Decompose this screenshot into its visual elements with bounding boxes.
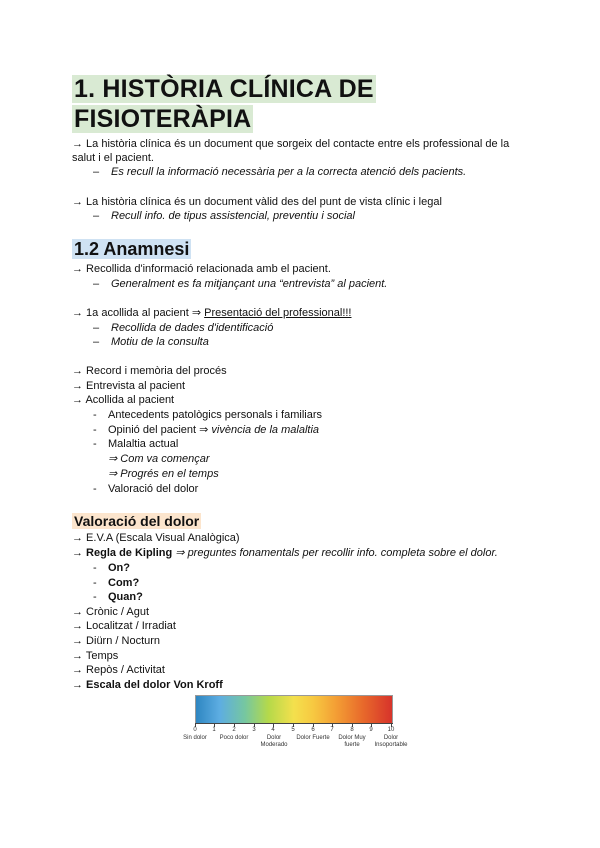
scale-label-dolor-insoportable: Dolor Insoportable: [374, 735, 408, 748]
scale-number-4: 4: [271, 727, 275, 733]
page-title-line2: [72, 104, 253, 135]
anamnesi-sub4: Valoració del dolor: [108, 483, 199, 495]
anamnesi-sub3: Malaltia actual: [108, 438, 179, 450]
anamnesi-p1-sub: Generalment es fa mitjançant una “entrevista” al pacient.: [111, 278, 388, 290]
anamnesi-sub2-dash: -: [93, 424, 97, 436]
anamnesi-list2: → Entrevista al pacient: [72, 380, 186, 392]
anamnesi-sub3-dash: -: [93, 438, 97, 450]
anamnesi-p1: → Recollida d'informació relacionada amb el pacient.: [72, 263, 331, 275]
anamnesi-p2-dash1: –: [93, 322, 100, 334]
anamnesi-sub1: Antecedents patològics personals i familiars: [108, 409, 323, 421]
section-heading-anamnesi: [72, 238, 191, 261]
scale-label-dolor-muy-fuerte: Dolor Muy fuerte: [338, 735, 366, 748]
page-title-line1: [72, 74, 376, 105]
valoracio-kipling-rest: ⇒ preguntes fonamentals per recollir info. completa sobre el dolor.: [172, 547, 498, 559]
anamnesi-p2-sub2: Motiu de la consulta: [111, 336, 209, 348]
anamnesi-sub3-a: ⇒ Com va començar: [108, 453, 210, 465]
anamnesi-p2-prefix: → 1a acollida al pacient ⇒: [72, 307, 205, 319]
valoracio-vonkroff: → Escala del dolor Von Kroff: [72, 679, 223, 691]
valoracio-heading-text: Valoració del dolor: [74, 513, 200, 529]
valoracio-i1: → Crònic / Agut: [72, 606, 150, 618]
scale-number-7: 7: [330, 727, 334, 733]
intro-p2-dash: –: [93, 210, 100, 222]
valoracio-q1: On?: [108, 562, 130, 574]
anamnesi-p2: [72, 306, 352, 321]
valoracio-q1-dash: -: [93, 562, 97, 574]
intro-p1-sub: Es recull la informació necessària per a la correcta atenció dels pacients.: [111, 166, 467, 178]
anamnesi-list1: → Record i memòria del procés: [72, 365, 227, 377]
intro-p1-line2: salut i el pacient.: [72, 152, 154, 164]
scale-number-1: 1: [212, 727, 216, 733]
title-highlight-1: 1. HISTÒRIA CLÍNICA DE: [74, 75, 374, 103]
intro-p2-sub: Recull info. de tipus assistencial, preventiu i social: [111, 210, 355, 222]
scale-number-8: 8: [350, 727, 354, 733]
intro-p1-dash: –: [93, 166, 100, 178]
intro-p2: → La història clínica és un document vàlid des del punt de vista clínic i legal: [72, 196, 442, 208]
anamnesi-sub2-italic: vivència de la malaltia: [211, 424, 320, 436]
scale-number-0: 0: [193, 727, 197, 733]
scale-label-poco-dolor: Poco dolor: [219, 735, 249, 741]
pain-scale-axis: [195, 723, 393, 724]
scale-number-3: 3: [252, 727, 256, 733]
anamnesi-p2-sub1: Recollida de dades d'identificació: [111, 322, 274, 334]
valoracio-i2: → Localitzat / Irradiat: [72, 620, 176, 632]
scale-number-5: 5: [291, 727, 295, 733]
scale-number-10: 10: [387, 727, 395, 733]
valoracio-kipling-bold: → Regla de Kipling: [72, 547, 173, 559]
valoracio-q2-dash: -: [93, 577, 97, 589]
title-highlight-2: FISIOTERÀPIA: [74, 105, 252, 133]
valoracio-q3: Quan?: [108, 591, 143, 603]
scale-label-dolor-moderado: Dolor Moderado: [260, 735, 288, 748]
scale-number-9: 9: [369, 727, 373, 733]
anamnesi-heading-text: 1.2 Anamnesi: [74, 239, 190, 259]
valoracio-q3-dash: -: [93, 591, 97, 603]
valoracio-i3: → Diürn / Nocturn: [72, 635, 161, 647]
scale-number-2: 2: [232, 727, 236, 733]
anamnesi-sub2-prefix: Opinió del pacient ⇒: [108, 424, 212, 436]
section-heading-valoracio: [72, 512, 201, 531]
anamnesi-sub3-b: ⇒ Progrés en el temps: [108, 468, 219, 480]
valoracio-kipling: [72, 546, 498, 561]
anamnesi-p2-underlined: Presentació del professional!!!: [204, 307, 352, 319]
anamnesi-sub2: [108, 423, 319, 438]
anamnesi-sub1-dash: -: [93, 409, 97, 421]
valoracio-eva: → E.V.A (Escala Visual Analògica): [72, 532, 240, 544]
anamnesi-sub4-dash: -: [93, 483, 97, 495]
scale-label-dolor-fuerte: Dolor Fuerte: [296, 735, 330, 741]
valoracio-i5: → Repòs / Activitat: [72, 664, 165, 676]
scale-number-6: 6: [311, 727, 315, 733]
valoracio-i4: → Temps: [72, 650, 119, 662]
valoracio-q2: Com?: [108, 577, 140, 589]
anamnesi-list3: → Acollida al pacient: [72, 394, 175, 406]
anamnesi-p1-dash: –: [93, 278, 100, 290]
intro-p1-line1: → La història clínica és un document que sorgeix del contacte entre els professional de la: [72, 138, 510, 150]
scale-label-sin-dolor: Sin dolor: [183, 735, 207, 741]
anamnesi-p2-dash2: –: [93, 336, 100, 348]
pain-scale-gradient-bar: [195, 695, 393, 724]
